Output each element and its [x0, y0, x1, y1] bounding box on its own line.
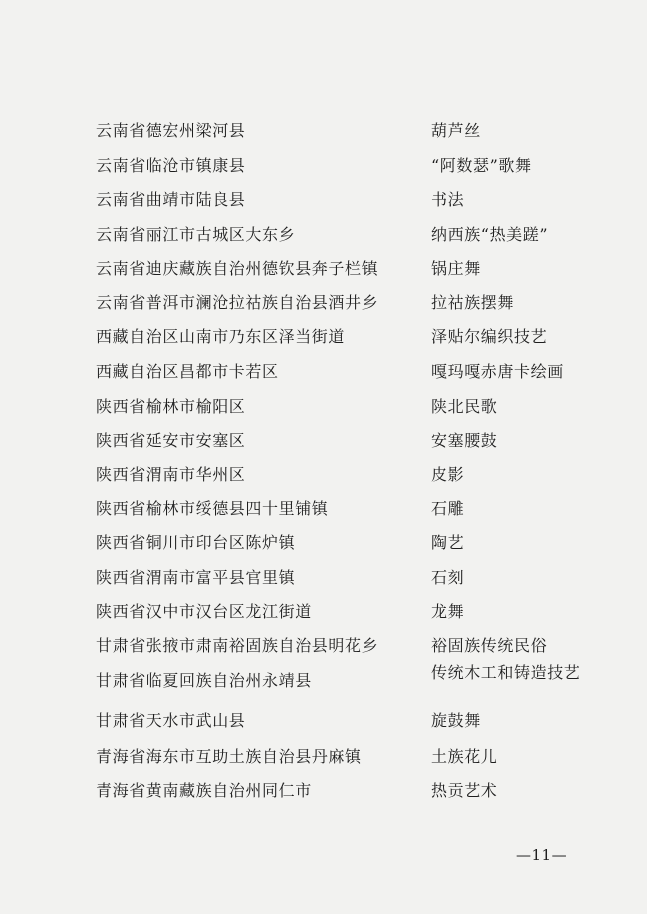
row-item: 裕固族传统民俗: [431, 636, 548, 655]
row-place: 陕西省延安市安塞区: [96, 431, 246, 450]
row-item: 热贡艺术: [431, 781, 498, 800]
row-place: 甘肃省天水市武山县: [96, 711, 246, 730]
row-place: 西藏自治区山南市乃东区泽当街道: [96, 327, 346, 346]
row-place: 甘肃省张掖市肃南裕固族自治县明花乡: [96, 636, 379, 655]
row-item: 陶艺: [431, 533, 465, 552]
row-item: 葫芦丝: [431, 121, 481, 140]
row-item: 书法: [431, 190, 465, 209]
row-item: 泽贴尔编织技艺: [431, 327, 548, 346]
row-place: 云南省临沧市镇康县: [96, 156, 246, 175]
row-item: 嘎玛嘎赤唐卡绘画: [431, 362, 564, 381]
row-item: 安塞腰鼓: [431, 431, 498, 450]
row-item: 陕北民歌: [431, 397, 498, 416]
row-item: 锅庄舞: [431, 259, 481, 278]
row-place: 陕西省榆林市榆阳区: [96, 397, 246, 416]
row-place: 云南省普洱市澜沧拉祜族自治县酒井乡: [96, 293, 379, 312]
row-place: 陕西省铜川市印台区陈炉镇: [96, 533, 296, 552]
row-place: 青海省海东市互助土族自治县丹麻镇: [96, 747, 362, 766]
row-item: 纳西族“热美蹉”: [431, 225, 549, 244]
row-place: 云南省曲靖市陆良县: [96, 190, 246, 209]
page-number: —11—: [516, 846, 568, 864]
row-place: 西藏自治区昌都市卡若区: [96, 362, 279, 381]
row-item: 土族花儿: [431, 747, 498, 766]
row-place: 云南省丽江市古城区大东乡: [96, 225, 296, 244]
row-item: 拉祜族摆舞: [431, 293, 515, 312]
row-item: 石刻: [431, 568, 465, 587]
row-item: 龙舞: [431, 602, 465, 621]
row-item: 旋鼓舞: [431, 711, 481, 730]
row-place: 陕西省渭南市华州区: [96, 465, 246, 484]
row-item: 传统木工和铸造技艺: [431, 663, 581, 682]
row-item: 石雕: [431, 499, 465, 518]
row-place: 甘肃省临夏回族自治州永靖县: [96, 671, 312, 690]
row-place: 青海省黄南藏族自治州同仁市: [96, 781, 312, 800]
row-place: 云南省德宏州梁河县: [96, 121, 246, 140]
row-place: 陕西省汉中市汉台区龙江街道: [96, 602, 312, 621]
row-place: 陕西省渭南市富平县官里镇: [96, 568, 296, 587]
row-item: “阿数瑟”歌舞: [431, 156, 532, 175]
row-item: 皮影: [431, 465, 465, 484]
row-place: 云南省迪庆藏族自治州德钦县奔子栏镇: [96, 259, 379, 278]
row-place: 陕西省榆林市绥德县四十里铺镇: [96, 499, 329, 518]
